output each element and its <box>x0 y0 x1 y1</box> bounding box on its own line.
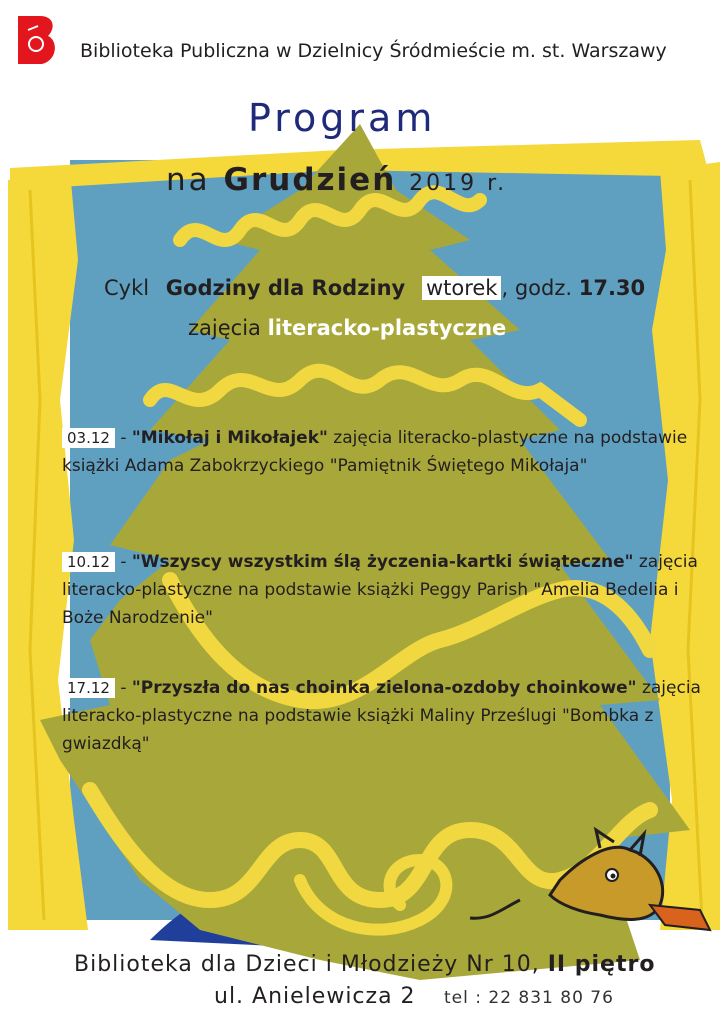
cycle-prefix: Cykl <box>104 276 150 300</box>
month-subtitle <box>166 162 507 198</box>
event-item <box>62 424 712 480</box>
event-description: zajęcia literacko-plastyczne na podstawie książki Maliny Prześlugi "Bombka z gwiazdką" <box>62 678 701 754</box>
event-title: "Przyszła do nas choinka zielona-ozdoby choinkowe" <box>131 678 637 698</box>
cycle-time-prefix: , godz. <box>501 276 573 300</box>
library-name: Biblioteka Publiczna w Dzielnicy Śródmieście m. st. Warszawy <box>80 40 667 62</box>
footer-branch <box>74 952 655 977</box>
subtitle-na: na <box>166 162 211 198</box>
footer-phone: tel : 22 831 80 76 <box>444 988 614 1008</box>
cycle-activity-line <box>188 316 506 340</box>
cycle-name: Godziny dla Rodziny <box>165 276 406 300</box>
event-dash: - <box>114 552 132 572</box>
program-title: Program <box>248 96 437 140</box>
subtitle-year: 2019 r. <box>409 171 508 196</box>
event-dash: - <box>114 678 132 698</box>
event-description: zajęcia literacko-plastyczne na podstawie książki Adama Zabokrzyckiego "Pamiętnik Świętego Mikołaja" <box>62 428 688 476</box>
event-date: 10.12 <box>62 552 115 572</box>
cat-pupil <box>611 874 616 879</box>
event-dash: - <box>114 428 132 448</box>
footer-floor: II piętro <box>547 952 656 977</box>
event-title: "Wszyscy wszystkim ślą życzenia-kartki świąteczne" <box>131 552 634 572</box>
cycle-day: wtorek <box>422 276 502 300</box>
footer-address: ul. Anielewicza 2 <box>214 984 416 1009</box>
subtitle-month: Grudzień <box>223 162 397 198</box>
event-date: 03.12 <box>62 428 115 448</box>
library-logo <box>14 14 60 66</box>
footer-branch-name: Biblioteka dla Dzieci i Młodzieży Nr 10, <box>74 952 540 977</box>
event-date: 17.12 <box>62 678 115 698</box>
cycle-time: 17.30 <box>578 276 646 300</box>
event-title: "Mikołaj i Mikołajek" <box>131 428 328 448</box>
cycle-activity: literacko-plastyczne <box>267 316 507 340</box>
cycle-activity-prefix: zajęcia <box>188 316 261 340</box>
event-description: zajęcia literacko-plastyczne na podstawie książki Peggy Parish "Amelia Bedelia i Boże Narodzenie" <box>62 552 698 628</box>
cycle-line <box>104 276 645 300</box>
event-item <box>62 548 712 632</box>
event-item <box>62 674 712 758</box>
